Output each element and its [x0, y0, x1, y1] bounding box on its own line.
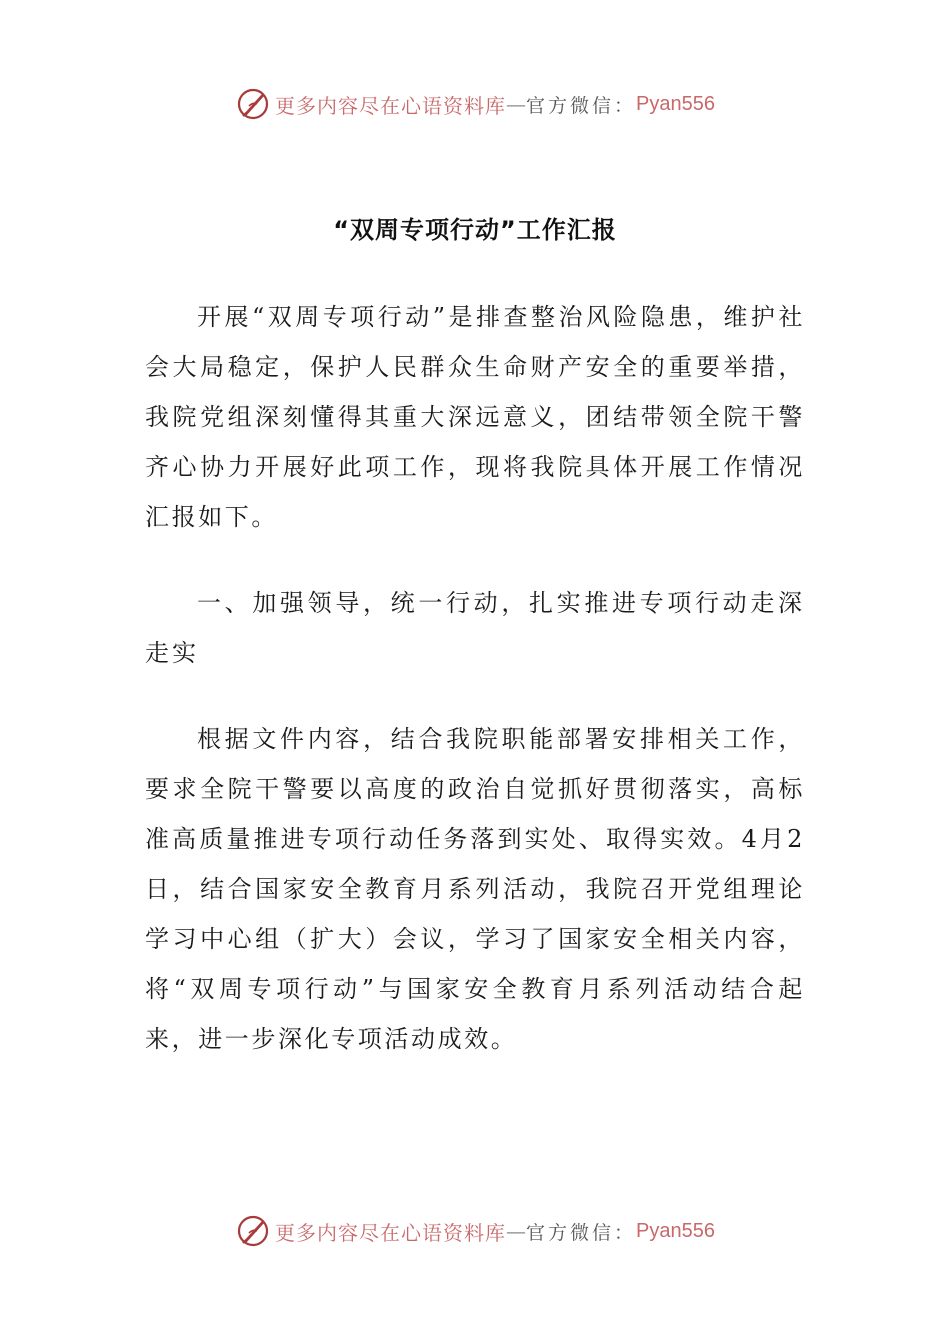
watermark-account-id: Pyan556	[636, 92, 715, 115]
document-body	[145, 292, 805, 1064]
quill-logo-icon	[235, 1213, 271, 1249]
watermark-official-label: 官方微信：	[526, 94, 637, 117]
footer-watermark	[0, 1211, 950, 1251]
watermark-official-label: 官方微信：	[526, 1221, 637, 1244]
watermark-brand-text: 更多内容尽在心语资料库	[275, 1220, 506, 1245]
watermark-separator: —	[506, 92, 526, 116]
section-heading: 一、加强领导，统一行动，扎实推进专项行动走深走实	[145, 589, 805, 667]
watermark-brand-text: 更多内容尽在心语资料库	[275, 93, 506, 118]
section-paragraph: 根据文件内容，结合我院职能部署安排相关工作，要求全院干警要以高度的政治自觉抓好贯彻落实，高标准高质量推进专项行动任务落到实处、取得实效。4月2日，结合国家安全教育月系列活动，我院召开党组理论学习中心组（扩大）会议，学习了国家安全相关内容，将“双周专项行动”与国家安全教育月系列活动结合起来，进一步深化专项活动成效。	[145, 725, 805, 1053]
watermark-account-id: Pyan556	[636, 1219, 715, 1242]
quill-logo-icon	[235, 86, 271, 122]
document-title: “双周专项行动”工作汇报	[333, 216, 617, 244]
header-watermark	[0, 84, 950, 124]
intro-paragraph: 开展“双周专项行动”是排查整治风险隐患，维护社会大局稳定，保护人民群众生命财产安全的重要举措，我院党组深刻懂得其重大深远意义，团结带领全院干警齐心协力开展好此项工作，现将我院具体开展工作情况汇报如下。	[145, 303, 805, 531]
watermark-separator: —	[506, 1219, 526, 1243]
